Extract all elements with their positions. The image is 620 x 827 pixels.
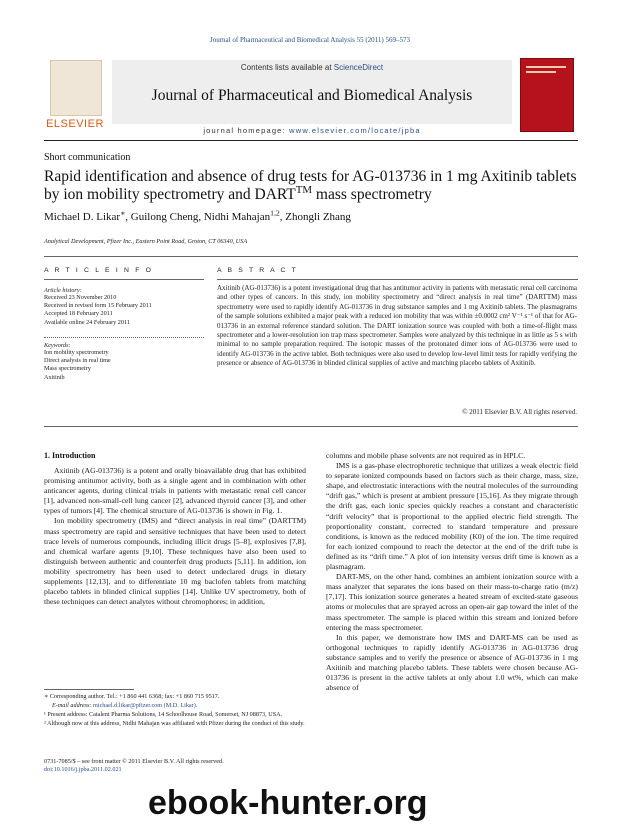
- doi-link[interactable]: doi:10.1016/j.jpba.2011.02.021: [44, 766, 122, 773]
- front-matter-line: 0731-7085/$ – see front matter © 2011 Elsevier B.V. All rights reserved.: [44, 758, 224, 765]
- elsevier-tree-logo-icon: [50, 60, 102, 116]
- header-rule: [44, 140, 578, 141]
- article-title: Rapid identification and absence of drug tests for AG-013736 in 1 mg Axitinib tablets by ion mobility spectrometry and DART™ mass spectrometry: [44, 168, 577, 203]
- article-history: [44, 287, 194, 327]
- cover-title-bar: [526, 66, 566, 68]
- divider: [217, 279, 578, 280]
- paragraph: DART-MS, on the other hand, combines an ambient ionization source with a mass analyzer that separates the ions based on their mass-to-charge ratio (m/z) [7,17]. This ionization source generates a heated stream of excited-state gaseous atoms or molecules that are sprayed across an open-air gap toward the inlet of the mass spectrometer. The sample is placed within this stream and ionized before entering the mass spectrometer.: [326, 572, 578, 632]
- journal-citation[interactable]: Journal of Pharmaceutical and Biomedical Analysis 55 (2011) 569–573: [210, 36, 410, 44]
- keyword: Axitinib: [44, 373, 65, 381]
- footnote-rule: [44, 689, 134, 690]
- affiliation: Analytical Development, Pfizer Inc., Eastern Point Road, Groton, CT 06340, USA: [44, 238, 248, 245]
- elsevier-wordmark: ELSEVIER: [46, 118, 104, 130]
- divider: [44, 256, 578, 257]
- watermark: ebook-hunter.org: [148, 784, 428, 822]
- keywords: [44, 342, 194, 382]
- keyword: Mass spectrometry: [44, 365, 91, 373]
- paragraph: columns and mobile phase solvents are not required as in HPLC.: [326, 451, 526, 460]
- author-list: Michael D. Likar∗, Guilong Cheng, Nidhi Mahajan$^{1,2}$, Zhongli Zhang: [44, 208, 351, 223]
- journal-title: Journal of Pharmaceutical and Biomedical Analysis: [151, 87, 473, 104]
- history-item: Accepted 18 February 2011: [44, 310, 113, 318]
- history-label: Article history:: [44, 287, 82, 294]
- footnote-2: ² Although now at this address, Nidhi Mahajan was affiliated with Pfizer during the conduct of this study.: [44, 720, 305, 727]
- section-heading-introduction: 1. Introduction: [44, 451, 96, 460]
- article-info-heading: A R T I C L E I N F O: [44, 267, 154, 274]
- contents-line: Contents lists available at ScienceDirect: [240, 63, 384, 72]
- history-item: Received in revised form 15 February 2011: [44, 302, 152, 310]
- author[interactable]: Nidhi Mahajan: [203, 211, 271, 223]
- body-column-right: [326, 451, 578, 693]
- author[interactable]: Zhongli Zhang: [285, 211, 351, 223]
- author[interactable]: Guilong Cheng: [130, 211, 199, 223]
- journal-homepage: journal homepage: www.elsevier.com/locate/jpba: [203, 126, 421, 135]
- article-type: Short communication: [44, 152, 131, 163]
- abstract-heading: A B S T R A C T: [217, 267, 298, 274]
- divider: [44, 426, 578, 427]
- history-item: Available online 24 February 2011: [44, 318, 130, 326]
- paragraph: IMS is a gas-phase electrophoretic technique that utilizes a weak electric field to separate ionized compounds based on factors such as their charge, mass, size, shape, and electrostatic interactions with the neutral molecules of the surrounding “drift gas,” which is present at ambient pressure [15,16]. As they migrate through the drift gas, each ionic species quickly reaches a constant and characteristic “drift velocity” that is proportional to the applied electric field strength. The proportionality constant, corrected to standard temperature and pressure conditions, is known as the reduced mobility (K0) of the ion. The time required for each ionized compound to reach the detector at the end of the drift tube is defined as its “drift time.” A plot of ion intensity versus drift time is known as a plasmagram.: [326, 461, 578, 572]
- body-column-left: [44, 466, 306, 607]
- keyword: Direct analysis in real time: [44, 357, 111, 365]
- keyword: Ion mobility spectrometry: [44, 349, 109, 356]
- footnote-1: ¹ Present address: Catalent Pharma Solutions, 14 Schoolhouse Road, Somerset, NJ 08873, USA.: [44, 711, 283, 718]
- footnotes: [44, 693, 306, 729]
- paragraph: In this paper, we demonstrate how IMS and DART-MS can be used as orthogonal techniques to rapidly identify AG-013736 in AG-013736 drug substance samples and to verify the presence or absence of AG-013736 in 1 mg Axitinib and matching placebo tablets. These tablets were chosen because AG-013736 is present in the active tablets at only about 1.0 wt%, which can make absence of: [326, 632, 578, 693]
- copyright-notice: © 2011 Elsevier B.V. All rights reserved.: [462, 408, 577, 416]
- homepage-link[interactable]: www.elsevier.com/locate/jpba: [289, 126, 421, 135]
- footnote-email: E-mail address: michael.d.likar@pfizer.com (M.D. Likar).: [52, 702, 198, 709]
- divider: [44, 337, 204, 338]
- paragraph: Axitinib (AG-013736) is a potent and orally bioavailable drug that has exhibited promising antitumor activity, both as a single agent and in combination with other anticancer agents, during clinical trials in patients with metastatic renal cell cancer [1], advanced non-small-cell lung cancer [2], advanced thyroid cancer [3], and other types of tumors [4]. The chemical structure of AG-013736 is shown in Fig. 1.: [44, 466, 306, 516]
- paragraph: Ion mobility spectrometry (IMS) and “direct analysis in real time” (DARTTM) mass spectrometry are rapid and sensitive techniques that have been used to detect trace levels of numerous compounds, including illicit drugs [5–8], explosives [7,8], and chemical warfare agents [9,10]. These techniques have also been used to distinguish between authentic and counterfeit drug products [5,11]. In addition, ion mobility spectrometry has been used to detect undeclared drugs in dietary supplements [12,13], and to differentiate 10 mg baclofen tablets from matching placebo tablets in blinded clinical supplies [14]. Unlike UV spectrometry, both of these techniques can detect analytes without chromophores; in addition,: [44, 516, 306, 607]
- journal-cover-thumbnail: [520, 58, 574, 132]
- sciencedirect-link[interactable]: ScienceDirect: [333, 63, 384, 72]
- cover-subtitle-bar: [526, 71, 556, 73]
- email-link[interactable]: michael.d.likar@pfizer.com (M.D. Likar).: [91, 702, 198, 709]
- divider: [44, 279, 204, 280]
- footnote-corresponding: ∗ Corresponding author. Tel.: +1 860 441 6368; fax: +1 860 715 9517.: [44, 693, 220, 700]
- abstract-text: Axitinib (AG-013736) is a potent investigational drug that has antitumor activity in patients with metastatic renal cell carcinoma and other types of cancers. In this study, ion mobility spectrometry and “direct analysis in real time” (DARTTM) mass spectrometry were used to rapidly identify AG-013736 in drug substance samples and 1 mg Axitinib tablets. The plasmagrams of the sample solutions exhibited a major peak with a reduced ion mobility that was within ±0.0002 cm² V⁻¹ s⁻¹ of that for AG-013736 in an external reference standard solution. The DART ionization source was coupled with both a time-of-flight mass spectrometer and a lower-resolution ion trap mass spectrometer. Samples were analyzed by this technique in as little as 5 s with minimal to no sample preparation required. The isotopic masses of the protonated dimer ions of AG-013736 were used to identify AG-013736 in the active tablet. Both techniques were also used to develop low-level limit tests for rapidly verifying the presence or absence of AG-013736 in blinded clinical supplies of active and matching placebo tablets of Axitinib.: [217, 284, 577, 368]
- issn-block: [44, 758, 306, 774]
- author[interactable]: Michael D. Likar: [44, 211, 121, 223]
- history-item: Received 23 November 2010: [44, 294, 117, 301]
- keywords-label: Keywords:: [44, 342, 71, 349]
